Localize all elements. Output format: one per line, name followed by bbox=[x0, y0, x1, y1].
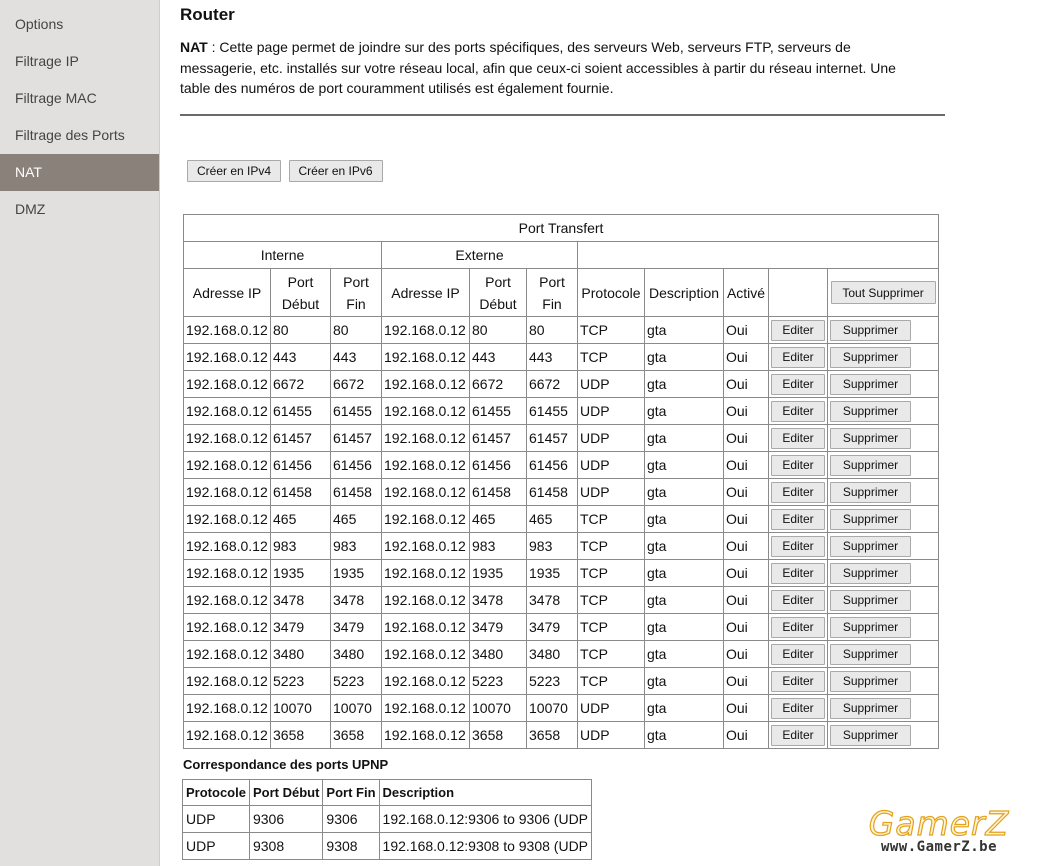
col-ext-start: Port Début bbox=[470, 269, 527, 317]
cell-int-start: 983 bbox=[271, 533, 331, 560]
cell-int-start: 10070 bbox=[271, 695, 331, 722]
delete-button[interactable]: Supprimer bbox=[830, 428, 911, 449]
delete-button[interactable]: Supprimer bbox=[830, 455, 911, 476]
table-row bbox=[184, 533, 939, 560]
upnp-row bbox=[183, 833, 592, 860]
cell-ext-start: 443 bbox=[470, 344, 527, 371]
sidebar-item-filtrage-mac[interactable]: Filtrage MAC bbox=[15, 90, 97, 106]
cell-delete bbox=[828, 506, 939, 533]
cell-int-start: 61456 bbox=[271, 452, 331, 479]
cell-description: gta bbox=[645, 317, 724, 344]
upnp-col-header: Description bbox=[379, 780, 592, 806]
cell-edit bbox=[769, 398, 828, 425]
edit-button[interactable]: Editer bbox=[771, 401, 825, 422]
delete-button[interactable]: Supprimer bbox=[830, 374, 911, 395]
cell-protocol: TCP bbox=[578, 641, 645, 668]
cell-ext-end: 80 bbox=[527, 317, 578, 344]
table-row bbox=[184, 695, 939, 722]
cell-ext-end: 3479 bbox=[527, 614, 578, 641]
delete-button[interactable]: Supprimer bbox=[830, 401, 911, 422]
cell-ext-end: 1935 bbox=[527, 560, 578, 587]
cell-int-end: 5223 bbox=[331, 668, 382, 695]
cell-int-ip: 192.168.0.12 bbox=[184, 317, 271, 344]
cell-ext-ip: 192.168.0.12 bbox=[382, 560, 470, 587]
table-row bbox=[184, 641, 939, 668]
cell-ext-start: 983 bbox=[470, 533, 527, 560]
cell-protocol: UDP bbox=[578, 425, 645, 452]
cell-ext-ip: 192.168.0.12 bbox=[382, 317, 470, 344]
cell-ext-start: 80 bbox=[470, 317, 527, 344]
cell-int-ip: 192.168.0.12 bbox=[184, 533, 271, 560]
cell-ext-start: 465 bbox=[470, 506, 527, 533]
col-active: Activé bbox=[724, 269, 769, 317]
cell-ext-ip: 192.168.0.12 bbox=[382, 722, 470, 749]
cell-protocol: UDP bbox=[578, 695, 645, 722]
upnp-cell: 192.168.0.12:9308 to 9308 (UDP bbox=[379, 833, 592, 860]
upnp-col-header: Protocole bbox=[183, 780, 250, 806]
cell-ext-end: 5223 bbox=[527, 668, 578, 695]
port-rows bbox=[184, 317, 939, 749]
cell-delete bbox=[828, 425, 939, 452]
cell-protocol: UDP bbox=[578, 479, 645, 506]
cell-int-end: 61457 bbox=[331, 425, 382, 452]
cell-description: gta bbox=[645, 614, 724, 641]
cell-ext-start: 1935 bbox=[470, 560, 527, 587]
cell-int-start: 61458 bbox=[271, 479, 331, 506]
table-row bbox=[184, 668, 939, 695]
group-empty bbox=[578, 242, 939, 269]
cell-active: Oui bbox=[724, 479, 769, 506]
cell-int-end: 80 bbox=[331, 317, 382, 344]
cell-delete bbox=[828, 722, 939, 749]
cell-ext-ip: 192.168.0.12 bbox=[382, 533, 470, 560]
group-internal: Interne bbox=[184, 242, 382, 269]
cell-int-end: 3479 bbox=[331, 614, 382, 641]
upnp-cell: UDP bbox=[183, 806, 250, 833]
divider bbox=[180, 114, 945, 116]
cell-protocol: UDP bbox=[578, 452, 645, 479]
cell-int-start: 61455 bbox=[271, 398, 331, 425]
cell-ext-ip: 192.168.0.12 bbox=[382, 587, 470, 614]
cell-ext-start: 61456 bbox=[470, 452, 527, 479]
cell-edit bbox=[769, 641, 828, 668]
cell-description: gta bbox=[645, 371, 724, 398]
cell-delete bbox=[828, 317, 939, 344]
cell-ext-end: 61455 bbox=[527, 398, 578, 425]
cell-description: gta bbox=[645, 452, 724, 479]
cell-int-ip: 192.168.0.12 bbox=[184, 695, 271, 722]
cell-protocol: TCP bbox=[578, 506, 645, 533]
cell-delete bbox=[828, 614, 939, 641]
delete-button[interactable]: Supprimer bbox=[830, 482, 911, 503]
sidebar-item-options[interactable]: Options bbox=[15, 16, 64, 32]
create-ipv6-button[interactable]: Créer en IPv6 bbox=[289, 160, 383, 182]
cell-active: Oui bbox=[724, 344, 769, 371]
cell-ext-start: 61458 bbox=[470, 479, 527, 506]
delete-all-button[interactable]: Tout Supprimer bbox=[831, 281, 936, 304]
cell-ext-ip: 192.168.0.12 bbox=[382, 695, 470, 722]
cell-ext-start: 5223 bbox=[470, 668, 527, 695]
cell-int-ip: 192.168.0.12 bbox=[184, 641, 271, 668]
upnp-cell: UDP bbox=[183, 833, 250, 860]
cell-int-end: 61456 bbox=[331, 452, 382, 479]
cell-int-ip: 192.168.0.12 bbox=[184, 506, 271, 533]
cell-ext-end: 3478 bbox=[527, 587, 578, 614]
cell-int-start: 1935 bbox=[271, 560, 331, 587]
col-description: Description bbox=[645, 269, 724, 317]
cell-ext-end: 10070 bbox=[527, 695, 578, 722]
cell-ext-ip: 192.168.0.12 bbox=[382, 344, 470, 371]
table-row bbox=[184, 587, 939, 614]
intro-label: NAT bbox=[180, 39, 208, 55]
cell-ext-end: 443 bbox=[527, 344, 578, 371]
cell-ext-ip: 192.168.0.12 bbox=[382, 425, 470, 452]
cell-active: Oui bbox=[724, 371, 769, 398]
cell-description: gta bbox=[645, 695, 724, 722]
cell-active: Oui bbox=[724, 695, 769, 722]
cell-ext-end: 61458 bbox=[527, 479, 578, 506]
edit-button[interactable]: Editer bbox=[771, 698, 825, 719]
edit-button[interactable]: Editer bbox=[771, 509, 825, 530]
cell-edit bbox=[769, 452, 828, 479]
cell-ext-start: 61455 bbox=[470, 398, 527, 425]
cell-int-end: 443 bbox=[331, 344, 382, 371]
table-row bbox=[184, 722, 939, 749]
cell-ext-start: 3478 bbox=[470, 587, 527, 614]
upnp-cell: 9308 bbox=[249, 833, 322, 860]
cell-ext-end: 61457 bbox=[527, 425, 578, 452]
cell-active: Oui bbox=[724, 587, 769, 614]
delete-button[interactable]: Supprimer bbox=[830, 563, 911, 584]
cell-ext-end: 465 bbox=[527, 506, 578, 533]
cell-int-ip: 192.168.0.12 bbox=[184, 614, 271, 641]
cell-edit bbox=[769, 506, 828, 533]
cell-ext-start: 10070 bbox=[470, 695, 527, 722]
cell-delete bbox=[828, 533, 939, 560]
cell-description: gta bbox=[645, 560, 724, 587]
sidebar bbox=[0, 0, 160, 866]
table-row bbox=[184, 479, 939, 506]
cell-int-end: 465 bbox=[331, 506, 382, 533]
cell-int-start: 61457 bbox=[271, 425, 331, 452]
table-row bbox=[184, 452, 939, 479]
cell-delete bbox=[828, 479, 939, 506]
edit-button[interactable]: Editer bbox=[771, 320, 825, 341]
delete-button[interactable]: Supprimer bbox=[830, 509, 911, 530]
cell-int-start: 3658 bbox=[271, 722, 331, 749]
edit-button[interactable]: Editer bbox=[771, 563, 825, 584]
delete-button[interactable]: Supprimer bbox=[830, 725, 911, 746]
delete-button[interactable]: Supprimer bbox=[830, 320, 911, 341]
cell-ext-end: 3658 bbox=[527, 722, 578, 749]
upnp-header-row bbox=[183, 780, 592, 806]
table-row bbox=[184, 317, 939, 344]
cell-description: gta bbox=[645, 506, 724, 533]
upnp-cell: 192.168.0.12:9306 to 9306 (UDP bbox=[379, 806, 592, 833]
cell-int-start: 465 bbox=[271, 506, 331, 533]
cell-description: gta bbox=[645, 587, 724, 614]
cell-active: Oui bbox=[724, 668, 769, 695]
edit-button[interactable]: Editer bbox=[771, 590, 825, 611]
cell-edit bbox=[769, 668, 828, 695]
table-row bbox=[184, 344, 939, 371]
cell-int-end: 10070 bbox=[331, 695, 382, 722]
cell-protocol: TCP bbox=[578, 560, 645, 587]
delete-button[interactable]: Supprimer bbox=[830, 347, 911, 368]
cell-edit bbox=[769, 425, 828, 452]
upnp-table bbox=[182, 779, 592, 860]
cell-int-end: 1935 bbox=[331, 560, 382, 587]
cell-ext-start: 61457 bbox=[470, 425, 527, 452]
cell-ext-ip: 192.168.0.12 bbox=[382, 506, 470, 533]
edit-button[interactable]: Editer bbox=[771, 536, 825, 557]
table-row bbox=[184, 506, 939, 533]
cell-int-start: 443 bbox=[271, 344, 331, 371]
cell-ext-ip: 192.168.0.12 bbox=[382, 479, 470, 506]
col-int-ip: Adresse IP bbox=[184, 269, 271, 317]
cell-description: gta bbox=[645, 533, 724, 560]
delete-button[interactable]: Supprimer bbox=[830, 617, 911, 638]
cell-description: gta bbox=[645, 722, 724, 749]
cell-active: Oui bbox=[724, 398, 769, 425]
edit-button[interactable]: Editer bbox=[771, 725, 825, 746]
cell-ext-end: 61456 bbox=[527, 452, 578, 479]
cell-description: gta bbox=[645, 479, 724, 506]
col-ext-ip: Adresse IP bbox=[382, 269, 470, 317]
cell-int-ip: 192.168.0.12 bbox=[184, 668, 271, 695]
cell-protocol: TCP bbox=[578, 344, 645, 371]
cell-int-end: 61458 bbox=[331, 479, 382, 506]
delete-button[interactable]: Supprimer bbox=[830, 536, 911, 557]
col-int-end: Port Fin bbox=[331, 269, 382, 317]
page-title: Router bbox=[180, 5, 235, 24]
cell-edit bbox=[769, 722, 828, 749]
cell-active: Oui bbox=[724, 560, 769, 587]
port-transfer-table bbox=[183, 214, 939, 749]
cell-edit bbox=[769, 533, 828, 560]
cell-active: Oui bbox=[724, 533, 769, 560]
cell-active: Oui bbox=[724, 452, 769, 479]
cell-int-ip: 192.168.0.12 bbox=[184, 425, 271, 452]
cell-delete bbox=[828, 560, 939, 587]
sidebar-item-filtrage-des-ports[interactable]: Filtrage des Ports bbox=[15, 127, 125, 143]
table-caption: Port Transfert bbox=[184, 215, 939, 242]
cell-edit bbox=[769, 371, 828, 398]
watermark-logo: GamerZ bbox=[868, 804, 1010, 843]
upnp-cell: 9306 bbox=[249, 806, 322, 833]
col-protocol: Protocole bbox=[578, 269, 645, 317]
cell-active: Oui bbox=[724, 722, 769, 749]
col-ext-end: Port Fin bbox=[527, 269, 578, 317]
cell-delete bbox=[828, 641, 939, 668]
edit-button[interactable]: Editer bbox=[771, 482, 825, 503]
cell-ext-end: 6672 bbox=[527, 371, 578, 398]
cell-protocol: UDP bbox=[578, 722, 645, 749]
cell-int-start: 3479 bbox=[271, 614, 331, 641]
edit-button[interactable]: Editer bbox=[771, 644, 825, 665]
cell-int-start: 3480 bbox=[271, 641, 331, 668]
cell-int-ip: 192.168.0.12 bbox=[184, 722, 271, 749]
upnp-col-header: Port Fin bbox=[323, 780, 379, 806]
cell-ext-ip: 192.168.0.12 bbox=[382, 398, 470, 425]
cell-protocol: UDP bbox=[578, 371, 645, 398]
table-row bbox=[184, 398, 939, 425]
cell-delete bbox=[828, 344, 939, 371]
delete-button[interactable]: Supprimer bbox=[830, 644, 911, 665]
delete-button[interactable]: Supprimer bbox=[830, 698, 911, 719]
cell-protocol: UDP bbox=[578, 398, 645, 425]
cell-edit bbox=[769, 560, 828, 587]
upnp-cell: 9306 bbox=[323, 806, 379, 833]
cell-int-ip: 192.168.0.12 bbox=[184, 398, 271, 425]
edit-button[interactable]: Editer bbox=[771, 374, 825, 395]
create-ipv4-button[interactable]: Créer en IPv4 bbox=[187, 160, 281, 182]
intro-text: : Cette page permet de joindre sur des ports spécifiques, des serveurs Web, serveurs FTP, serveurs de messagerie, etc. installés sur votre réseau local, afin que ceux-ci soient accessibles à partir du réseau internet. Une table des numéros de port couramment utilisés est également fournie. bbox=[180, 39, 896, 96]
cell-int-start: 5223 bbox=[271, 668, 331, 695]
create-buttons bbox=[187, 160, 386, 182]
table-row bbox=[184, 371, 939, 398]
cell-delete bbox=[828, 668, 939, 695]
cell-ext-ip: 192.168.0.12 bbox=[382, 641, 470, 668]
sidebar-item-dmz[interactable]: DMZ bbox=[15, 201, 46, 217]
page-intro bbox=[180, 37, 920, 99]
cell-description: gta bbox=[645, 668, 724, 695]
cell-protocol: TCP bbox=[578, 668, 645, 695]
upnp-rows bbox=[183, 806, 592, 860]
table-row bbox=[184, 560, 939, 587]
cell-int-ip: 192.168.0.12 bbox=[184, 344, 271, 371]
cell-int-start: 80 bbox=[271, 317, 331, 344]
col-delete bbox=[828, 269, 939, 317]
delete-button[interactable]: Supprimer bbox=[830, 590, 911, 611]
sidebar-item-nat[interactable]: NAT bbox=[0, 154, 159, 191]
cell-delete bbox=[828, 452, 939, 479]
cell-int-end: 3480 bbox=[331, 641, 382, 668]
cell-ext-end: 983 bbox=[527, 533, 578, 560]
cell-description: gta bbox=[645, 641, 724, 668]
cell-active: Oui bbox=[724, 614, 769, 641]
upnp-row bbox=[183, 806, 592, 833]
cell-description: gta bbox=[645, 344, 724, 371]
table-row bbox=[184, 614, 939, 641]
col-edit bbox=[769, 269, 828, 317]
upnp-cell: 9308 bbox=[323, 833, 379, 860]
col-int-start: Port Début bbox=[271, 269, 331, 317]
edit-button[interactable]: Editer bbox=[771, 617, 825, 638]
cell-delete bbox=[828, 695, 939, 722]
cell-description: gta bbox=[645, 425, 724, 452]
table-row bbox=[184, 425, 939, 452]
cell-int-ip: 192.168.0.12 bbox=[184, 560, 271, 587]
cell-active: Oui bbox=[724, 425, 769, 452]
cell-edit bbox=[769, 695, 828, 722]
edit-button[interactable]: Editer bbox=[771, 347, 825, 368]
cell-edit bbox=[769, 317, 828, 344]
edit-button[interactable]: Editer bbox=[771, 671, 825, 692]
cell-int-ip: 192.168.0.12 bbox=[184, 371, 271, 398]
cell-protocol: TCP bbox=[578, 587, 645, 614]
cell-int-ip: 192.168.0.12 bbox=[184, 479, 271, 506]
cell-int-end: 61455 bbox=[331, 398, 382, 425]
edit-button[interactable]: Editer bbox=[771, 428, 825, 449]
cell-int-end: 983 bbox=[331, 533, 382, 560]
cell-ext-end: 3480 bbox=[527, 641, 578, 668]
cell-int-ip: 192.168.0.12 bbox=[184, 587, 271, 614]
cell-ext-ip: 192.168.0.12 bbox=[382, 371, 470, 398]
upnp-col-header: Port Début bbox=[249, 780, 322, 806]
cell-protocol: TCP bbox=[578, 317, 645, 344]
cell-edit bbox=[769, 614, 828, 641]
gamerz-watermark bbox=[854, 806, 1024, 862]
cell-edit bbox=[769, 344, 828, 371]
cell-int-end: 3658 bbox=[331, 722, 382, 749]
cell-int-end: 6672 bbox=[331, 371, 382, 398]
cell-ext-start: 3479 bbox=[470, 614, 527, 641]
cell-ext-ip: 192.168.0.12 bbox=[382, 668, 470, 695]
upnp-title: Correspondance des ports UPNP bbox=[183, 757, 389, 772]
cell-ext-ip: 192.168.0.12 bbox=[382, 614, 470, 641]
cell-int-end: 3478 bbox=[331, 587, 382, 614]
cell-edit bbox=[769, 479, 828, 506]
cell-ext-start: 6672 bbox=[470, 371, 527, 398]
cell-protocol: TCP bbox=[578, 533, 645, 560]
cell-int-start: 3478 bbox=[271, 587, 331, 614]
cell-edit bbox=[769, 587, 828, 614]
group-external: Externe bbox=[382, 242, 578, 269]
cell-protocol: TCP bbox=[578, 614, 645, 641]
sidebar-item-filtrage-ip[interactable]: Filtrage IP bbox=[15, 53, 79, 69]
delete-button[interactable]: Supprimer bbox=[830, 671, 911, 692]
cell-ext-start: 3480 bbox=[470, 641, 527, 668]
cell-active: Oui bbox=[724, 641, 769, 668]
watermark-url: www.GamerZ.be bbox=[880, 839, 998, 855]
cell-int-ip: 192.168.0.12 bbox=[184, 452, 271, 479]
cell-ext-start: 3658 bbox=[470, 722, 527, 749]
edit-button[interactable]: Editer bbox=[771, 455, 825, 476]
cell-delete bbox=[828, 398, 939, 425]
cell-description: gta bbox=[645, 398, 724, 425]
cell-active: Oui bbox=[724, 506, 769, 533]
cell-active: Oui bbox=[724, 317, 769, 344]
cell-ext-ip: 192.168.0.12 bbox=[382, 452, 470, 479]
cell-delete bbox=[828, 587, 939, 614]
cell-delete bbox=[828, 371, 939, 398]
cell-int-start: 6672 bbox=[271, 371, 331, 398]
